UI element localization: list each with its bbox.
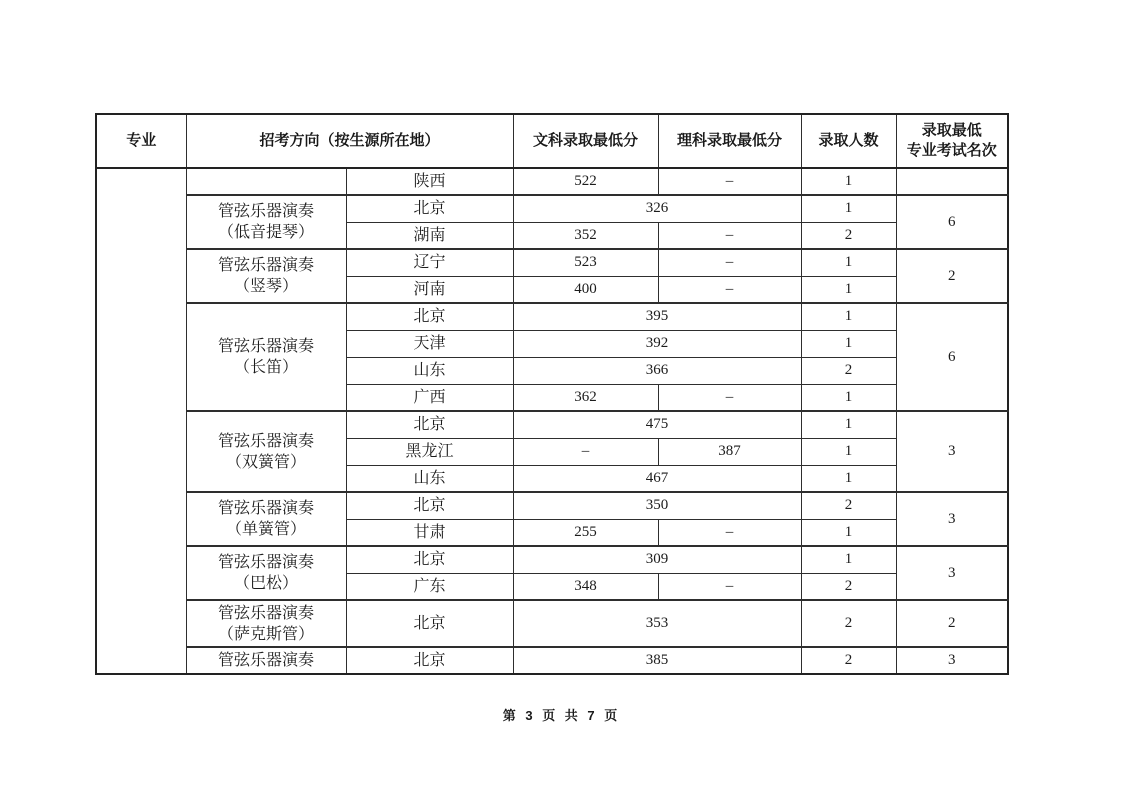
count-cell: 1 [801, 195, 896, 222]
arts-score-cell: 348 [513, 573, 658, 600]
merged-score-cell: 353 [513, 600, 801, 647]
science-score-cell: – [658, 384, 801, 411]
count-cell: 1 [801, 465, 896, 492]
col-header-major: 专业 [96, 114, 186, 168]
col-header-arts-min: 文科录取最低分 [513, 114, 658, 168]
merged-score-cell: 475 [513, 411, 801, 438]
rank-cell: 2 [896, 249, 1008, 303]
science-score-cell: – [658, 573, 801, 600]
count-cell: 2 [801, 573, 896, 600]
count-cell: 1 [801, 303, 896, 330]
province-cell: 北京 [346, 492, 513, 519]
count-cell: 1 [801, 546, 896, 573]
arts-score-cell: 362 [513, 384, 658, 411]
col-header-rank [896, 114, 1008, 168]
arts-score-cell: 522 [513, 168, 658, 195]
province-cell: 湖南 [346, 222, 513, 249]
rank-cell: 2 [896, 600, 1008, 647]
rank-cell [896, 168, 1008, 195]
count-cell: 1 [801, 168, 896, 195]
province-cell: 辽宁 [346, 249, 513, 276]
rank-cell: 3 [896, 492, 1008, 546]
province-cell: 甘肃 [346, 519, 513, 546]
merged-score-cell: 385 [513, 647, 801, 674]
province-cell: 陕西 [346, 168, 513, 195]
col-header-rank-line2: 专业考试名次 [906, 142, 997, 159]
science-score-cell: – [658, 168, 801, 195]
count-cell: 1 [801, 438, 896, 465]
count-cell: 2 [801, 222, 896, 249]
table-row [96, 195, 1008, 222]
province-cell: 山东 [346, 357, 513, 384]
rank-cell: 6 [896, 195, 1008, 249]
major-group-cell: 管弦乐器演奏 （巴松） [186, 546, 346, 600]
major-column-empty-cell [96, 168, 186, 674]
rank-cell: 3 [896, 647, 1008, 674]
major-group-cell: 管弦乐器演奏 （萨克斯管） [186, 600, 346, 647]
table-row [96, 492, 1008, 519]
merged-score-cell: 467 [513, 465, 801, 492]
province-cell: 北京 [346, 546, 513, 573]
admissions-score-table [95, 113, 1009, 675]
merged-score-cell: 309 [513, 546, 801, 573]
merged-score-cell: 350 [513, 492, 801, 519]
page-number-footer: 第 3 页 共 7 页 [502, 708, 621, 723]
province-cell: 天津 [346, 330, 513, 357]
major-group-cell: 管弦乐器演奏 [186, 647, 346, 674]
arts-score-cell: – [513, 438, 658, 465]
major-group-cell: 管弦乐器演奏 （长笛） [186, 303, 346, 411]
province-cell: 山东 [346, 465, 513, 492]
count-cell: 1 [801, 519, 896, 546]
province-cell: 广东 [346, 573, 513, 600]
col-header-rank-line1: 录取最低 [921, 122, 982, 139]
count-cell: 1 [801, 330, 896, 357]
province-cell: 河南 [346, 276, 513, 303]
header-row [96, 114, 1008, 168]
province-cell: 北京 [346, 195, 513, 222]
count-cell: 2 [801, 357, 896, 384]
merged-score-cell: 366 [513, 357, 801, 384]
merged-score-cell: 395 [513, 303, 801, 330]
science-score-cell: – [658, 249, 801, 276]
arts-score-cell: 255 [513, 519, 658, 546]
count-cell: 1 [801, 411, 896, 438]
province-cell: 黑龙江 [346, 438, 513, 465]
table-row [96, 249, 1008, 276]
col-header-count: 录取人数 [801, 114, 896, 168]
province-cell: 北京 [346, 600, 513, 647]
merged-score-cell: 326 [513, 195, 801, 222]
rank-cell: 3 [896, 546, 1008, 600]
merged-score-cell: 392 [513, 330, 801, 357]
science-score-cell: – [658, 222, 801, 249]
province-cell: 北京 [346, 411, 513, 438]
col-header-direction: 招考方向（按生源所在地） [186, 114, 513, 168]
rank-cell: 6 [896, 303, 1008, 411]
major-group-cell: 管弦乐器演奏 （单簧管） [186, 492, 346, 546]
major-group-cell: 管弦乐器演奏 （竖琴） [186, 249, 346, 303]
major-group-cell: 管弦乐器演奏 （双簧管） [186, 411, 346, 492]
province-cell: 北京 [346, 303, 513, 330]
count-cell: 1 [801, 249, 896, 276]
major-group-cell: 管弦乐器演奏 （低音提琴） [186, 195, 346, 249]
count-cell: 1 [801, 276, 896, 303]
arts-score-cell: 523 [513, 249, 658, 276]
count-cell: 2 [801, 492, 896, 519]
major-group-empty-cell [186, 168, 346, 195]
count-cell: 2 [801, 600, 896, 647]
arts-score-cell: 400 [513, 276, 658, 303]
science-score-cell: – [658, 276, 801, 303]
table-row [96, 303, 1008, 330]
count-cell: 2 [801, 647, 896, 674]
table-row [96, 546, 1008, 573]
province-cell: 北京 [346, 647, 513, 674]
col-header-science-min: 理科录取最低分 [658, 114, 801, 168]
science-score-cell: 387 [658, 438, 801, 465]
count-cell: 1 [801, 384, 896, 411]
table-row [96, 600, 1008, 647]
table-row [96, 411, 1008, 438]
table-row [96, 647, 1008, 674]
rank-cell: 3 [896, 411, 1008, 492]
science-score-cell: – [658, 519, 801, 546]
province-cell: 广西 [346, 384, 513, 411]
arts-score-cell: 352 [513, 222, 658, 249]
table-row [96, 168, 1008, 195]
